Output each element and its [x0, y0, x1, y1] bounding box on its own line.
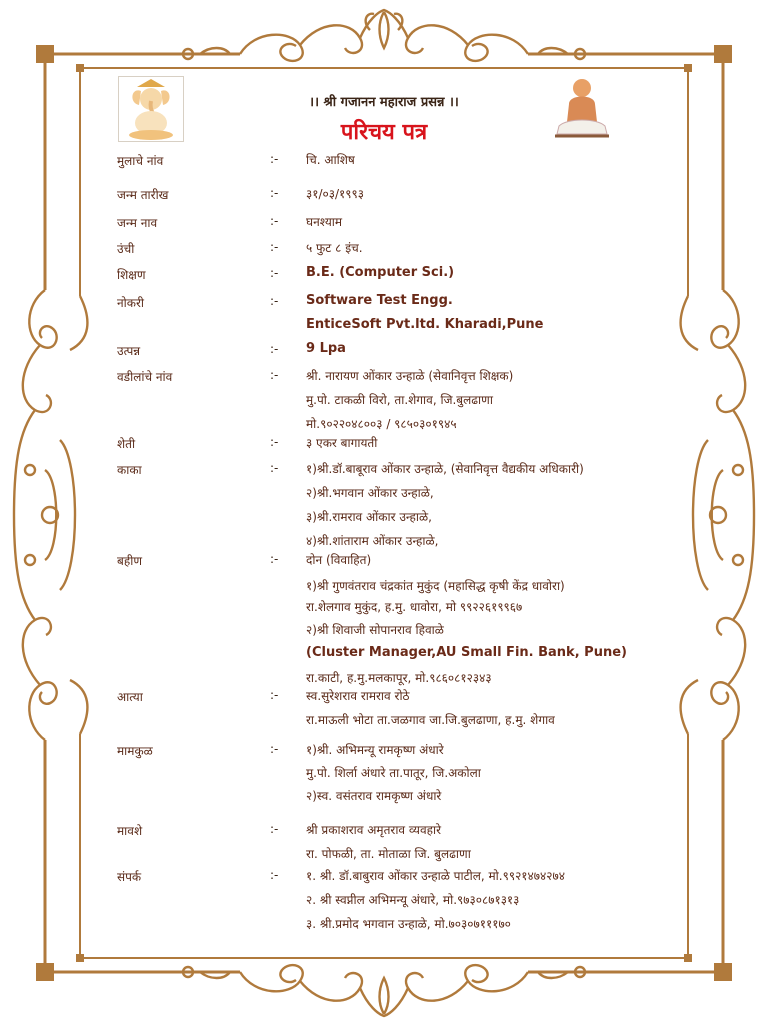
field-value: रा. पोफळी, ता. मोताळा जि. बुलढाणा [306, 847, 471, 861]
field-value: चि. आशिष [306, 153, 355, 167]
field-value: B.E. (Computer Sci.) [306, 265, 455, 280]
field-label: आत्या [117, 690, 143, 704]
field-value: २)श्री शिवाजी सोपानराव हिवाळे [306, 623, 444, 637]
field-label: जन्म तारीख [117, 188, 169, 202]
field-value: ५ फुट ८ इंच. [306, 241, 363, 255]
field-value: ३१/०३/१९९३ [306, 187, 365, 201]
field-separator: :- [270, 435, 279, 449]
field-separator: :- [270, 266, 279, 280]
field-separator: :- [270, 152, 279, 166]
field-label: काका [117, 463, 142, 477]
field-value: स्व.सुरेशराव रामराव रोठे [306, 689, 410, 703]
field-value: १)श्री.डॉ.बाबूराव ओंकार उन्हाळे, (सेवानिवृत्त वैद्यकीय अधिकारी) [306, 462, 584, 476]
field-value: १)श्री. अभिमन्यू रामकृष्ण अंधारे [306, 743, 444, 757]
field-label: शेती [117, 437, 136, 451]
field-label: बहीण [117, 554, 143, 568]
field-label: नोकरी [117, 296, 145, 310]
field-value: मो.९०२२०४८००३ / ९८५०३०१९४५ [306, 417, 457, 431]
field-value: ४)श्री.शांताराम ओंकार उन्हाळे, [306, 534, 439, 548]
field-label: जन्म नाव [117, 216, 158, 230]
field-value: (Cluster Manager,AU Small Fin. Bank, Pune) [306, 645, 627, 660]
blessing-line: ।। श्री गजानन महाराज प्रसन्न ।। [309, 95, 459, 110]
field-value: १. श्री. डॉ.बाबुराव ओंकार उन्हाळे पाटील, मो.९९२१४७४२७४ [306, 869, 565, 883]
field-value: १)श्री गुणवंतराव चंद्रकांत मुकुंद (महासिद्ध कृषी केंद्र धावोरा) [306, 579, 565, 593]
field-separator: :- [270, 214, 279, 228]
field-separator: :- [270, 294, 279, 308]
field-value: घनश्याम [306, 215, 343, 229]
field-separator: :- [270, 461, 279, 475]
field-value: Software Test Engg. [306, 293, 453, 308]
field-separator: :- [270, 552, 279, 566]
field-value: ३. श्री.प्रमोद भगवान उन्हाळे, मो.७०३०७१११७० [306, 917, 511, 931]
field-value: EnticeSoft Pvt.ltd. Kharadi,Pune [306, 317, 544, 332]
field-separator: :- [270, 240, 279, 254]
field-separator: :- [270, 822, 279, 836]
field-value: २. श्री स्वप्नील अभिमन्यू अंधारे, मो.९७३०८७१३१३ [306, 893, 520, 907]
field-value: 9 Lpa [306, 341, 346, 356]
field-separator: :- [270, 186, 279, 200]
field-value: दोन (विवाहित) [306, 553, 372, 567]
field-value: २)श्री.भगवान ओंकार उन्हाळे, [306, 486, 434, 500]
field-label: मावशे [117, 824, 143, 838]
field-label: संपर्क [117, 870, 142, 884]
field-value: मु.पो. शिर्ला अंधारे ता.पातूर, जि.अकोला [306, 766, 481, 780]
field-separator: :- [270, 342, 279, 356]
field-value: मु.पो. टाकळी विरो, ता.शेगाव, जि.बुलढाणा [306, 393, 493, 407]
field-separator: :- [270, 368, 279, 382]
field-separator: :- [270, 868, 279, 882]
field-value: रा.माऊली भोटा ता.जळगाव जा.जि.बुलढाणा, ह.मु. शेगाव [306, 713, 555, 727]
field-label: उंची [117, 242, 135, 256]
field-value: श्री. नारायण ओंकार उन्हाळे (सेवानिवृत्त शिक्षक) [306, 369, 514, 383]
field-label: मामकुळ [117, 744, 153, 758]
field-label: शिक्षण [117, 268, 146, 282]
field-separator: :- [270, 688, 279, 702]
field-value: ३ एकर बागायती [306, 436, 378, 450]
field-label: उत्पन्न [117, 344, 141, 358]
field-label: वडीलांचे नांव [117, 370, 173, 384]
field-value: रा.शेलगाव मुकुंद, ह.मु. धावोरा, मो ९९२२६१९९६७ [306, 600, 523, 614]
field-separator: :- [270, 742, 279, 756]
field-value: २)स्व. वसंतराव रामकृष्ण अंधारे [306, 789, 442, 803]
field-value: श्री प्रकाशराव अमृतराव व्यवहारे [306, 823, 442, 837]
page-title: परिचय पत्र [340, 120, 428, 145]
field-value: रा.काटी, ह.मु.मलकापूर, मो.९८६०८१२३४३ [306, 671, 492, 685]
field-label: मुलाचे नांव [117, 154, 164, 168]
field-value: ३)श्री.रामराव ओंकार उन्हाळे, [306, 510, 432, 524]
